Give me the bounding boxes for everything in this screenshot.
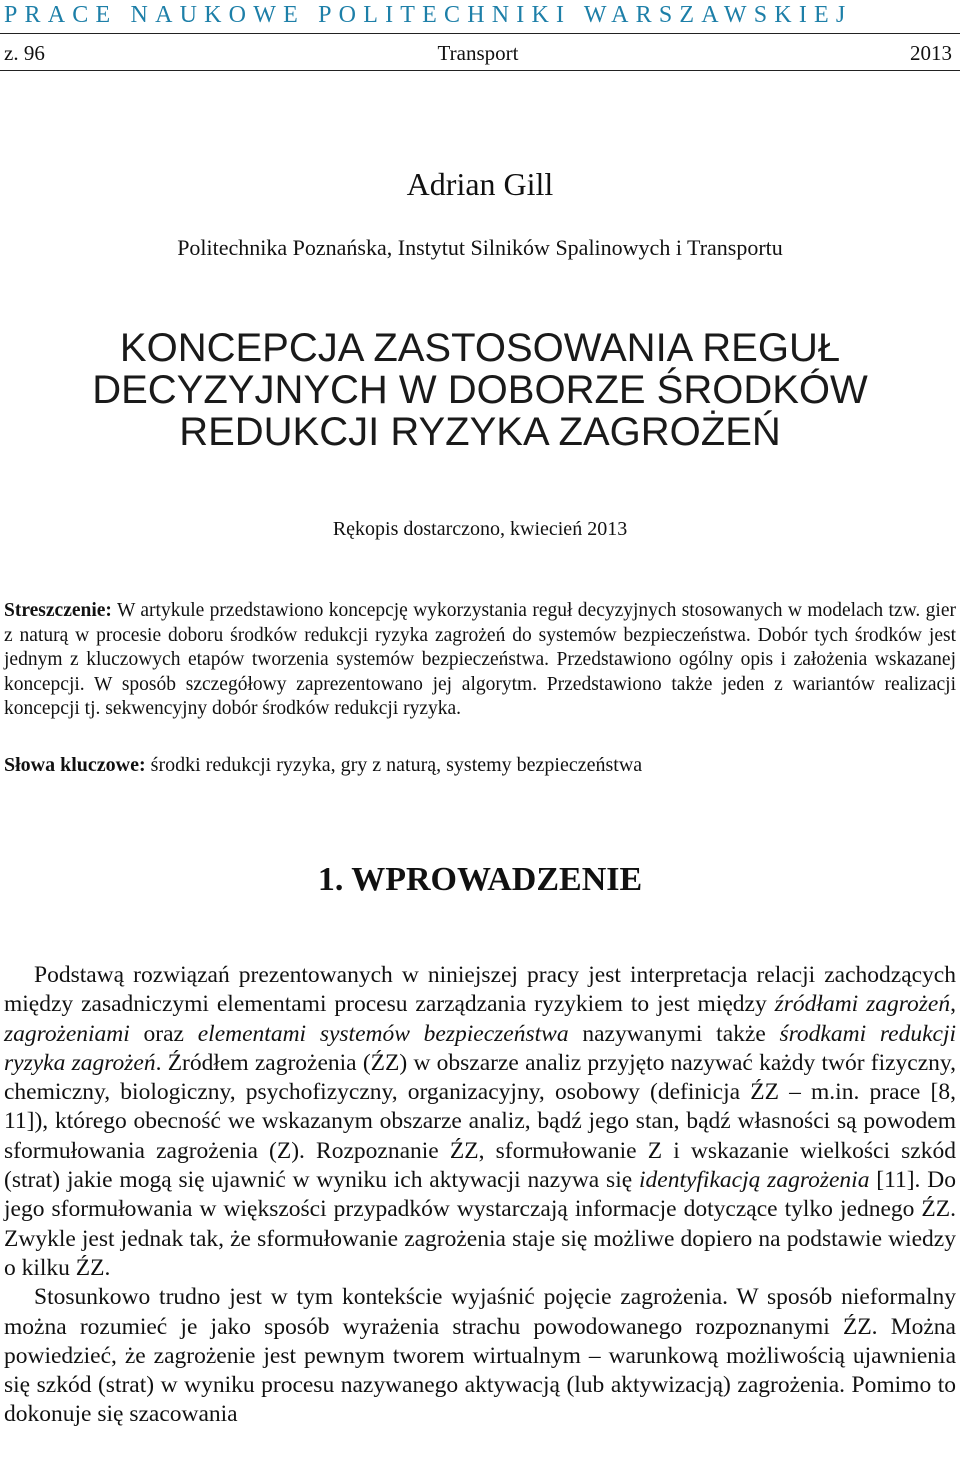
section-heading: 1. WPROWADZENIE <box>317 861 643 898</box>
italic-term: identyfikacją zagrożenia <box>638 1167 870 1194</box>
title-line: REDUKCJI RYZYKA ZAGROŻEŃ <box>179 410 781 454</box>
issue-year: 2013 <box>910 41 952 65</box>
paper-title <box>0 327 960 453</box>
issue-meta <box>4 39 952 67</box>
paragraph: Stosunkowo trudno jest w tym kontekście wyjaśnić pojęcie zagrożenia. W sposób nieformalny można rozumieć je jako sposób wyrażenia strachu powodowanego rozpoznanymi ŹZ. Można powiedzieć, że zagrożenie jest pewnym tworem wirtualnym – warunkową możliwością ujawnienia się szkód (strat) w wyniku procesu nazywanego aktywacją (lub aktywizacją) zagrożenia. Pomimo to dokonuje się szacowania <box>4 1284 956 1428</box>
keywords-text: środki redukcji ryzyka, gry z naturą, systemy bezpieczeństwa <box>145 754 643 776</box>
text-run: Podstawą rozwiązań prezentowanych w niniejszej pracy jest interpretacja relacji zachodzących między zasadniczymi elementami procesu zarządzania ryzykiem to jest między <box>4 962 956 1018</box>
header-rule-bottom <box>0 70 960 71</box>
text-run: oraz <box>129 1020 198 1047</box>
issue-number: z. 96 <box>4 41 45 65</box>
text-run: [11]. Do jego sformułowania w większości przypadków wystarczają informacje dotyczące tylko jednego ŹZ. Zwykle jest jednak tak, że sformułowanie zagrożenia staje się możliwe dopiero na podstawie wiedzy o kilku ŹZ. <box>4 1167 956 1281</box>
journal-name: PRACE NAUKOWE POLITECHNIKI WARSZAWSKIEJ <box>4 2 853 28</box>
text-run: . Źródłem zagrożenia (ŹZ) w obszarze analiz przyjęto nazywać każdy twór fizyczny, chemiczny, biologiczny, psychofizyczny, organizacyjny, osobowy (definicja ŹZ – m.in. prace [8, 11]), którego obecność we wskazanym obszarze analiz, bądź jego stan, bądź własności są powodem sformułowania zagrożenia (Z). Rozpoznanie ŹZ, sformułowanie Z i wskazanie wielkości szkód (strat) jakie mogą się ujawnić w wyniku ich aktywacji nazywa się <box>4 1049 957 1194</box>
title-line: KONCEPCJA ZASTOSOWANIA REGUŁ <box>119 326 841 370</box>
text-run: nazywanymi także <box>568 1020 780 1047</box>
paragraph <box>4 961 956 1283</box>
received-date: Rękopis dostarczono, kwiecień 2013 <box>332 518 628 540</box>
title-line: DECYZYJNYCH W DOBORZE ŚRODKÓW <box>92 368 868 412</box>
italic-term: źródłami zagrożeń <box>774 991 951 1018</box>
keywords <box>4 752 956 778</box>
header-rule-top <box>0 33 960 34</box>
series-name: Transport <box>437 41 519 65</box>
italic-term: środkami redukcji ryzyka zagrożeń <box>4 1020 957 1076</box>
author-name: Adrian Gill <box>406 166 554 202</box>
abstract <box>4 599 956 722</box>
abstract-text: W artykule przedstawiono koncepcję wykorzystania reguł decyzyjnych stosowanych w modelach tzw. gier z naturą w procesie doboru środków redukcji ryzyka zagrożeń do systemów bezpieczeństwa. Dobór tych środków jest jednym z kluczowych etapów tworzenia systemów bezpieczeństwa. Przedstawiono ogólny opis i założenia wskazanej koncepcji. W sposób szczegółowy zaprezentowano jej algorytm. Przedstawiono także jeden z wariantów realizacji koncepcji tj. sekwencyjny dobór środków redukcji ryzyka. <box>4 600 956 719</box>
text-run: , <box>950 991 956 1018</box>
italic-term: elementami systemów bezpieczeństwa <box>197 1020 569 1047</box>
abstract-label: Streszczenie: <box>4 600 112 621</box>
body-text <box>4 961 956 1430</box>
italic-term: zagrożeniami <box>4 1020 130 1047</box>
keywords-label: Słowa kluczowe: <box>4 754 146 776</box>
author-affiliation: Politechnika Poznańska, Instytut Silników Spalinowych i Transportu <box>177 235 783 260</box>
